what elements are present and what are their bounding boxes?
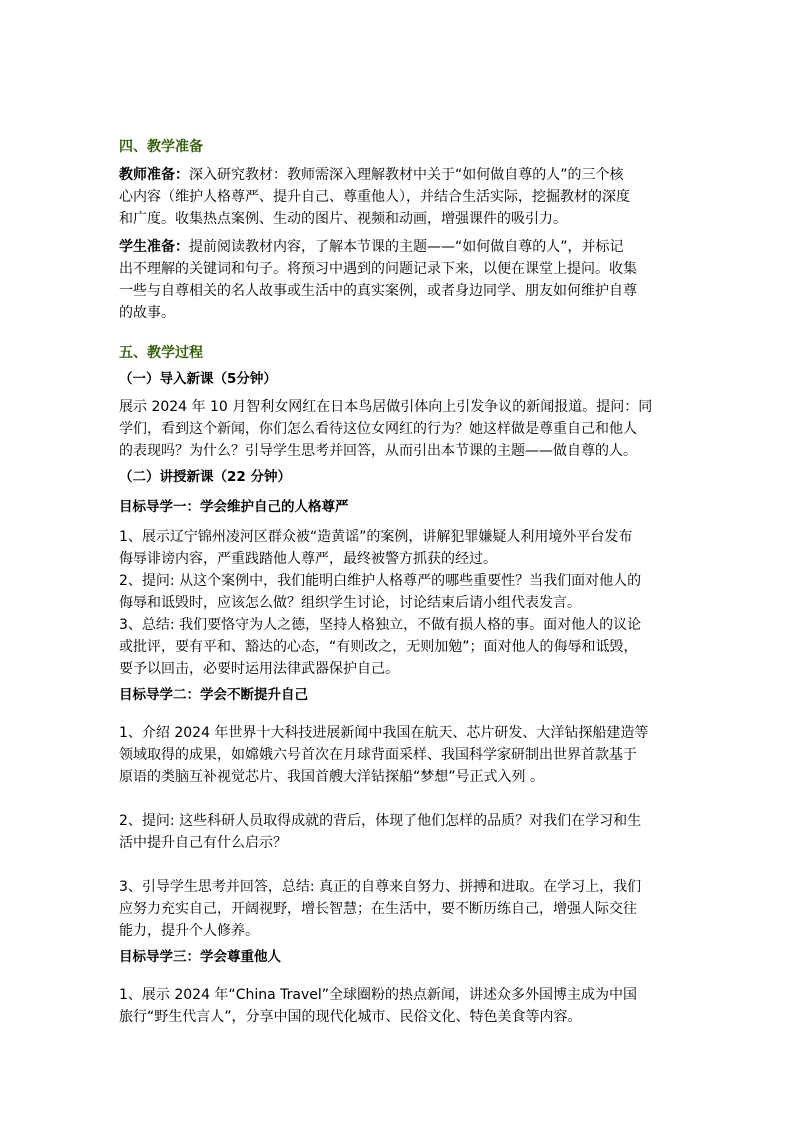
text-line: 出不理解的关键词和句子。将预习中遇到的问题记录下来，以便在课堂上提问。收集	[119, 261, 637, 277]
goal1-title: 目标导学一：学会维护自己的人格尊严	[119, 499, 349, 515]
goal2-paragraph-2	[119, 810, 679, 854]
text-line: 2、提问: 这些科研人员取得成就的背后，体现了他们怎样的品质？对我们在学习和生	[119, 813, 642, 829]
text-line: 能力，提升个人修养。	[119, 923, 259, 939]
document-body	[119, 136, 679, 1028]
text-line: 1、介绍 2024 年世界十大科技进展新闻中我国在航天、芯片研发、大洋钻探船建造等	[119, 725, 649, 741]
goal3-paragraph-1	[119, 984, 679, 1028]
text-line: 领域取得的成果，如嫦娥六号首次在月球背面采样、我国科学家研制出世界首款基于	[119, 747, 637, 763]
text-line: 的表现吗？为什么？引导学生思考并回答，从而引出本节课的主题——做自尊的人。	[119, 443, 637, 459]
text-line: 侮辱和诋毁时，应该怎么做？组织学生讨论，讨论结束后请小组代表发言。	[119, 595, 581, 611]
section-heading-preparation: 四、教学准备	[119, 139, 203, 155]
goal2-paragraph-1	[119, 722, 679, 788]
text-line: 1、展示 2024 年“China Travel”全球圈粉的热点新闻，讲述众多外国博主成为中国	[119, 987, 637, 1003]
text-line: 和广度。收集热点案例、生动的图片、视频和动画，增强课件的吸引力。	[119, 211, 567, 227]
text-line: 活中提升自己有什么启示？	[119, 835, 287, 851]
text-line: 3、引导学生思考并回答，总结: 真正的自尊来自努力、拼搏和进取。在学习上，我们	[119, 879, 642, 895]
part2-title: （二）讲授新课（22 分钟）	[119, 469, 291, 485]
text-line: 应努力充实自己，开阔视野，增长智慧；在生活中，要不断历练自己，增强人际交往	[119, 901, 637, 917]
goal3-title: 目标导学三：学会尊重他人	[119, 949, 281, 965]
text-line: 要予以回击，必要时运用法律武器保护自己。	[119, 661, 399, 677]
text-line: 的故事。	[119, 305, 175, 321]
student-preparation-paragraph	[119, 236, 679, 324]
goal2-paragraph-3	[119, 876, 679, 942]
text-line: 心内容（维护人格尊严、提升自己、尊重他人），并结合生活实际，挖掘教材的深度	[119, 189, 630, 205]
text-line: 2、提问: 从这个案例中，我们能明白维护人格尊严的哪些重要性？当我们面对他人的	[119, 573, 642, 589]
section-heading-process: 五、教学过程	[119, 345, 203, 361]
text-line: 提前阅读教材内容，了解本节课的主题——“如何做自尊的人”，并标记	[189, 239, 624, 255]
text-line: 展示 2024 年 10 月智利女网红在日本鸟居做引体向上引发争议的新闻报道。提问：同	[119, 399, 653, 415]
text-line: 一些与自尊相关的名人故事或生活中的真实案例，或者身边同学、朋友如何维护自尊	[119, 283, 637, 299]
text-line: 深入研究教材：教师需深入理解教材中关于“如何做自尊的人”的三个核	[189, 167, 624, 183]
teacher-prep-label: 教师准备：	[119, 167, 189, 183]
text-line: 或批评，要有平和、豁达的心态，“有则改之，无则加勉”；面对他人的侮辱和诋毁，	[119, 639, 638, 655]
text-line: 旅行“野生代言人”，分享中国的现代化城市、民俗文化、特色美食等内容。	[119, 1009, 582, 1025]
part1-title: （一）导入新课（5分钟）	[119, 371, 277, 387]
student-prep-label: 学生准备：	[119, 239, 189, 255]
text-line: 3、总结: 我们要恪守为人之德，坚持人格独立，不做有损人格的事。面对他人的议论	[119, 617, 642, 633]
goal2-title: 目标导学二：学会不断提升自己	[119, 687, 308, 703]
text-line: 1、展示辽宁锦州凌河区群众被“造黄谣”的案例，讲解犯罪嫌疑人利用境外平台发布	[119, 529, 633, 545]
text-line: 学们，看到这个新闻，你们怎么看待这位女网红的行为？她这样做是尊重自己和他人	[119, 421, 637, 437]
goal1-paragraph	[119, 526, 679, 680]
teacher-preparation-paragraph	[119, 164, 679, 230]
text-line: 原语的类脑互补视觉芯片、我国首艘大洋钻探船“梦想”号正式入列 。	[119, 769, 544, 785]
text-line: 侮辱诽谤内容，严重践踏他人尊严，最终被警方抓获的经过。	[119, 551, 497, 567]
intro-paragraph	[119, 396, 679, 462]
